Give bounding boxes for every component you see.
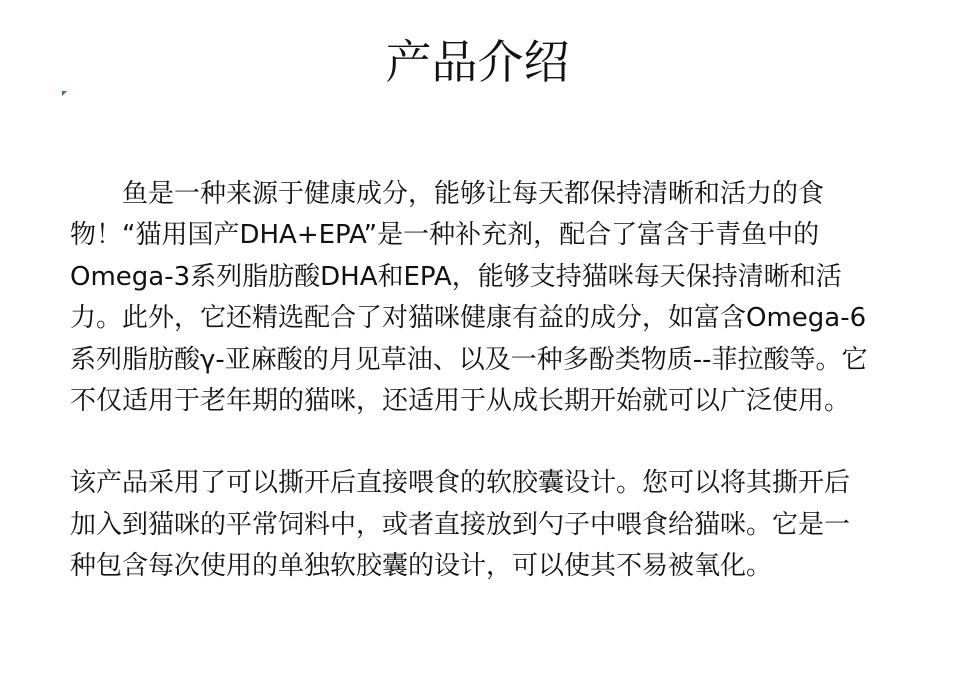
page-title: 产品介绍 bbox=[385, 35, 570, 89]
description-paragraph-1: 鱼是一种来源于健康成分，能够让每天都保持清晰和活力的食物！“猫用国产DHA+EPA”是一种补充剂，配合了富含于青鱼中的Omega-3系列脂肪酸DHA和EPA，能够支持猫咪每天保持清晰和活力。此外，它还精选配合了对猫咪健康有益的成分，如富含Omega-6系列脂肪酸γ-亚麻酸的月见草油、以及一种多酚类物质--菲拉酸等。它不仅适用于老年期的猫咪，还适用于从成长期开始就可以广泛使用。 bbox=[70, 179, 868, 417]
description-body bbox=[70, 174, 870, 588]
description-paragraph-2: 该产品采用了可以撕开后直接喂食的软胶囊设计。您可以将其撕开后加入到猫咪的平常饲料中，或者直接放到勺子中喂食给猫咪。它是一种包含每次使用的单独软胶囊的设计，可以使其不易被氧化。 bbox=[70, 468, 851, 582]
green-corner-mark bbox=[62, 91, 67, 96]
